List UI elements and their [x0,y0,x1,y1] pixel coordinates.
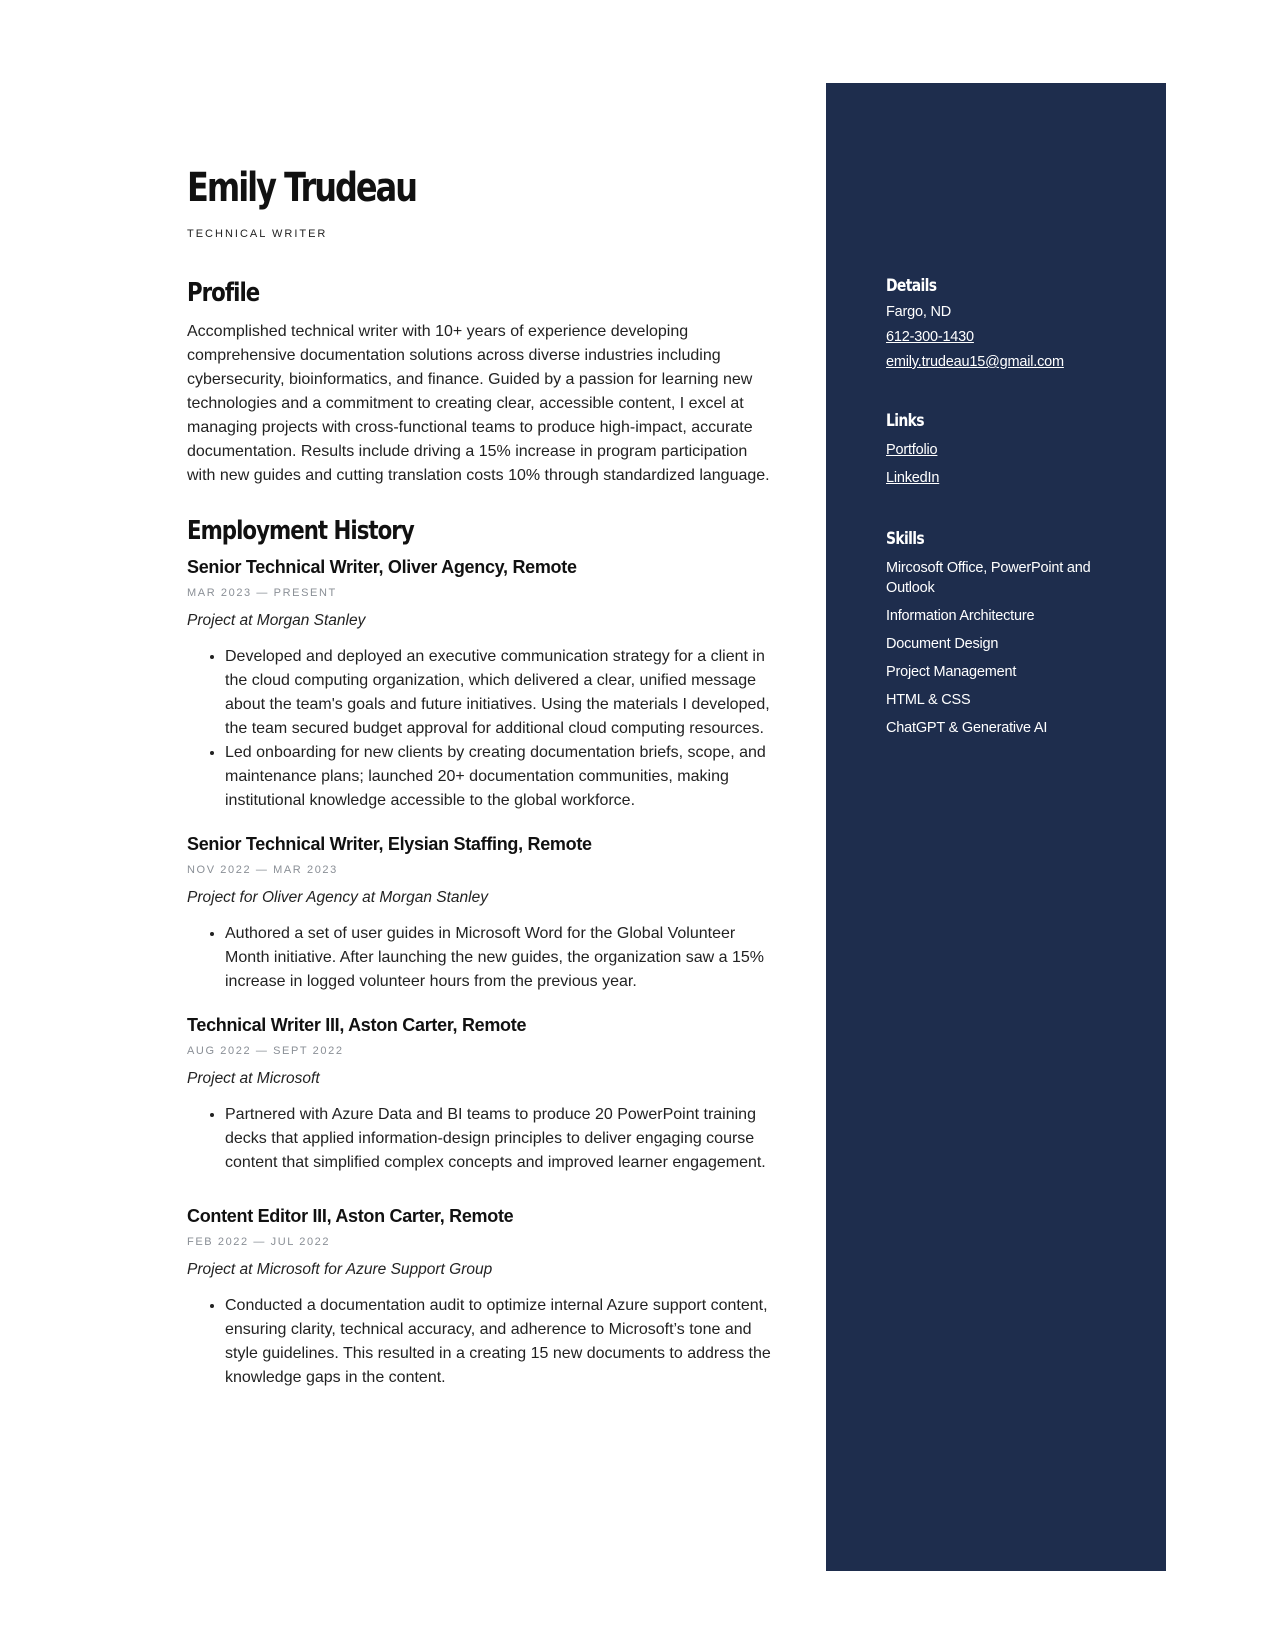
email-link[interactable]: emily.trudeau15@gmail.com [886,354,1064,370]
skill-item: ChatGPT & Generative AI [886,720,1048,736]
details-section [886,275,1136,372]
job-role: Senior Technical Writer, Elysian Staffing, Remote [187,834,592,854]
job-role: Senior Technical Writer, Oliver Agency, Remote [187,557,577,577]
job-bullet: • Authored a set of user guides in Microsoft Word for the Global Volunteer Month initiative. After launching the new guides, the organization saw a 15% increase in logged volunteer hours from the previous year. [225,922,777,994]
job-entry [187,831,777,994]
candidate-title: TECHNICAL WRITER [187,228,328,240]
location-text: Fargo, ND [886,304,952,320]
job-bullet-list [187,645,777,813]
profile-heading: Profile [187,278,260,308]
details-heading: Details [886,276,937,296]
job-entry [187,1012,777,1175]
job-project: Project for Oliver Agency at Morgan Stanley [187,889,488,906]
job-dates: FEB 2022 — JUL 2022 [187,1236,331,1248]
main-column [187,160,777,1390]
job-bullet-list [187,1103,777,1175]
skills-heading: Skills [886,529,925,549]
job-bullet-list [187,922,777,994]
links-heading: Links [886,411,924,431]
candidate-name: Emily Trudeau [187,165,416,211]
job-dates: MAR 2023 — PRESENT [187,587,337,599]
job-dates: AUG 2022 — SEPT 2022 [187,1045,344,1057]
sidebar [826,83,1166,1571]
employment-heading: Employment History [187,516,414,546]
profile-text: Accomplished technical writer with 10+ years of experience developing comprehensive documentation solutions across diverse industries including cybersecurity, bioinformatics, and finance. Guided by a passion for learning new technologies and a commitment to creating clear, accessible content, I excel at managing projects with cross-functional teams to produce high-impact, accurate documentation. Results include driving a 15% increase in program participation with new guides and cutting translation costs 10% through standardized language. [187,323,770,484]
job-dates: NOV 2022 — MAR 2023 [187,864,338,876]
job-role: Technical Writer III, Aston Carter, Remote [187,1015,527,1035]
sidebar-content [886,275,1136,738]
job-entry [187,554,777,813]
skill-item: Information Architecture [886,608,1035,624]
skill-item: Mircosoft Office, PowerPoint and Outlook [886,560,1091,596]
skill-item: Project Management [886,664,1017,680]
skill-item: Document Design [886,636,999,652]
links-section [886,410,1136,488]
job-role: Content Editor III, Aston Carter, Remote [187,1206,514,1226]
job-project: Project at Microsoft for Azure Support Group [187,1261,493,1278]
portfolio-link[interactable]: Portfolio [886,442,938,458]
phone-link[interactable]: 612-300-1430 [886,329,974,345]
job-project: Project at Morgan Stanley [187,612,366,629]
skills-section [886,528,1136,738]
job-bullet: • Conducted a documentation audit to optimize internal Azure support content, ensuring clarity, technical accuracy, and adherence to Microsoft’s tone and style guidelines. This resulted in a creating 15 new documents to address the knowledge gaps in the content. [225,1294,777,1390]
job-entry [187,1203,777,1390]
linkedin-link[interactable]: LinkedIn [886,470,940,486]
skill-item: HTML & CSS [886,692,971,708]
job-bullet-list [187,1294,777,1390]
job-bullet: • Partnered with Azure Data and BI teams to produce 20 PowerPoint training decks that applied information-design principles to deliver engaging course content that simplified complex concepts and improved learner engagement. [225,1103,777,1175]
job-project: Project at Microsoft [187,1070,320,1087]
job-bullet: • Developed and deployed an executive communication strategy for a client in the cloud computing organization, which delivered a clear, unified message about the team's goals and future initiatives. Using the materials I developed, the team secured budget approval for additional cloud computing resources. [225,645,777,741]
job-bullet: • Led onboarding for new clients by creating documentation briefs, scope, and maintenance plans; launched 20+ documentation communities, making institutional knowledge accessible to the global workforce. [225,741,777,813]
